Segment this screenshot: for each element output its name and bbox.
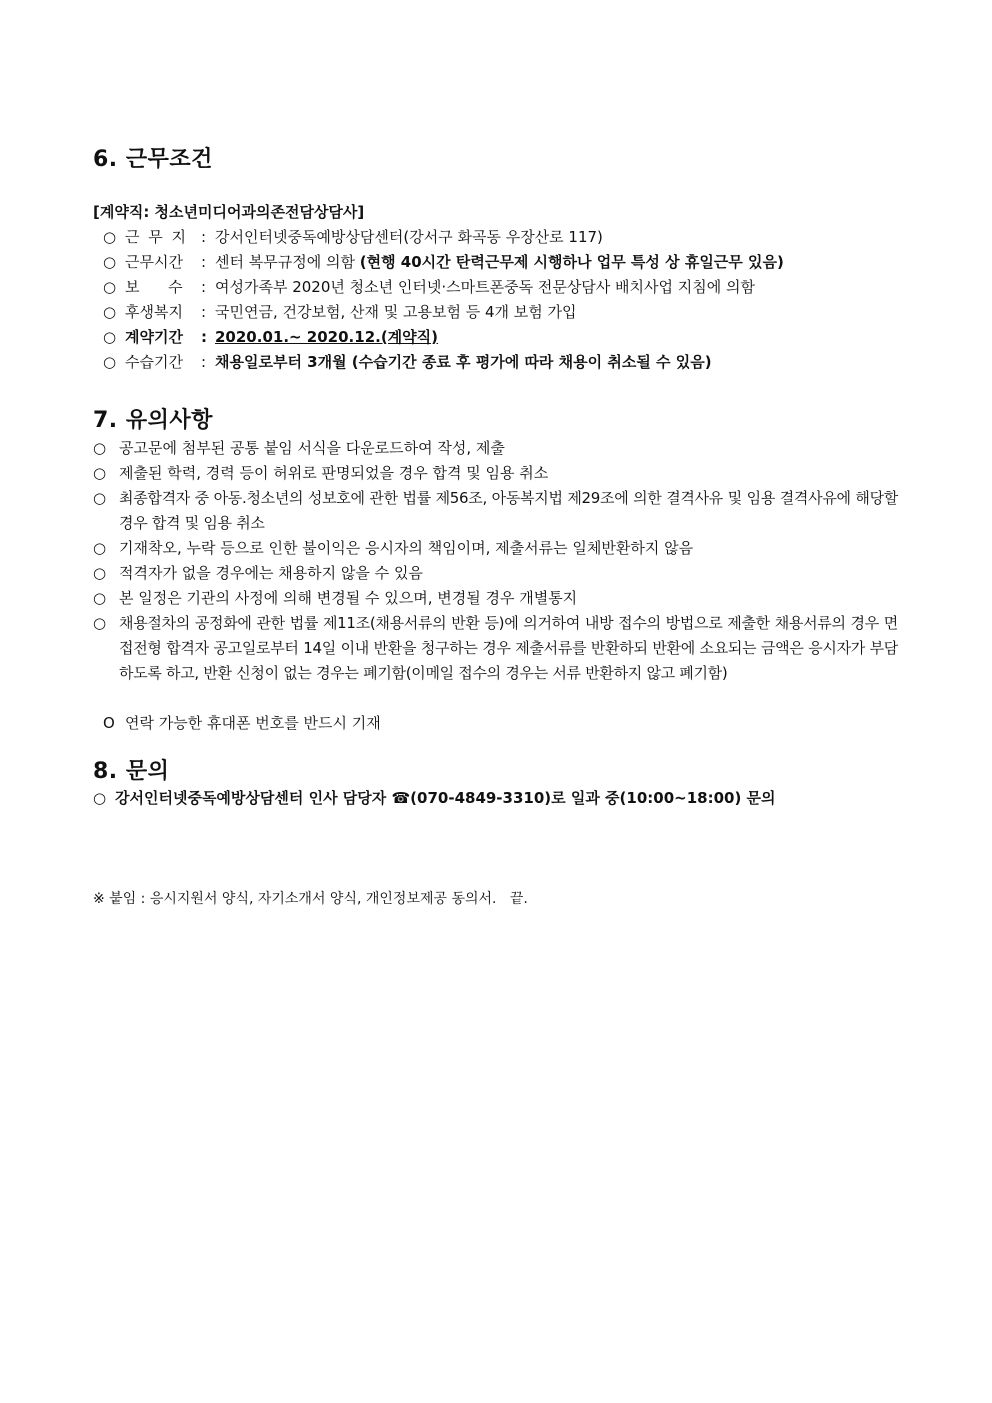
row-colon: : [201, 303, 207, 321]
circle-bullet-icon: ○ [93, 614, 107, 632]
circle-bullet-icon: ○ [93, 539, 107, 557]
row-label: 보 수 [125, 278, 183, 296]
section-8-heading: 8. 문의 [93, 759, 170, 784]
row-bold-text: (현행 40시간 탄력근무제 시행하나 업무 특성 상 휴일근무 있음) [359, 253, 784, 271]
row-label: 계약기간 [125, 328, 183, 346]
circle-bullet-icon: ○ [103, 353, 117, 371]
circle-bullet-icon: ○ [103, 303, 117, 321]
work-condition-row [103, 350, 712, 375]
notice-text: 기재착오, 누락 등으로 인한 불이익은 응시자의 책임이며, 제출서류는 일체반환하지 않음 [119, 539, 694, 557]
circle-bullet-icon: ○ [93, 489, 107, 507]
notice-text: 최종합격자 중 아동.청소년의 성보호에 관한 법률 제56조, 아동복지법 제29조에 의한 결격사유 및 임용 결격사유에 해당할 경우 합격 및 임용 취소 [119, 489, 898, 532]
notice-text: 채용절차의 공정화에 관한 법률 제11조(채용서류의 반환 등)에 의거하여 내방 접수의 방법으로 제출한 채용서류의 경우 면접전형 합격자 공고일로부터 14일 이내 반환을 청구하는 경우 제출서류를 반환하되 반환에 소요되는 금액은 응시자가 부담하도록 하고, 반환 신청이 없는 경우는 폐기함(이메일 접수의 경우는 서류 반환하지 않고 폐기함) [119, 614, 898, 682]
row-text: 여성가족부 2020년 청소년 인터넷·스마트폰중독 전문상담사 배치사업 지침에 의함 [215, 278, 756, 296]
row-colon: : [201, 253, 207, 271]
row-colon: : [201, 353, 207, 371]
row-text: 강서인터넷중독예방상담센터(강서구 화곡동 우장산로 117) [215, 228, 603, 246]
inquiry-text: 강서인터넷중독예방상담센터 인사 담당자 ☎(070-4849-3310)로 일과 중(10:00~18:00) 문의 [115, 789, 776, 807]
notice-item [93, 586, 898, 611]
section-7-heading: 7. 유의사항 [93, 408, 213, 433]
section-6-heading: 6. 근무조건 [93, 147, 213, 172]
work-condition-row [103, 300, 577, 325]
circle-bullet-icon: O [103, 714, 115, 732]
row-label: 후생복지 [125, 303, 183, 321]
circle-bullet-icon: ○ [93, 589, 107, 607]
circle-bullet-icon: ○ [93, 464, 107, 482]
contract-period-value: 2020.01.~ 2020.12.(계약직) [215, 328, 439, 346]
row-text: 센터 복무규정에 의함 [215, 253, 360, 271]
row-colon: : [201, 328, 207, 346]
notice-item [93, 536, 898, 561]
notice-text: 제출된 학력, 경력 등이 허위로 판명되었을 경우 합격 및 임용 취소 [119, 464, 549, 482]
row-colon: : [201, 228, 207, 246]
row-label: 근 무 지 [125, 228, 189, 246]
row-bold-text: 채용일로부터 3개월 (수습기간 종료 후 평가에 따라 채용이 취소될 수 있음) [215, 353, 712, 371]
notice-item [93, 561, 898, 586]
work-condition-row [103, 275, 755, 300]
row-label: 근무시간 [125, 253, 183, 271]
row-colon: : [201, 278, 207, 296]
circle-bullet-icon: ○ [93, 564, 107, 582]
circle-bullet-icon: ○ [93, 439, 107, 457]
notice-text: 본 일정은 기관의 사정에 의해 변경될 수 있으며, 변경될 경우 개별통지 [119, 589, 578, 607]
attachment-note: ※ 붙임 : 응시지원서 양식, 자기소개서 양식, 개인정보제공 동의서. 끝. [93, 891, 528, 907]
notice-item [93, 486, 898, 536]
inquiry-row [93, 786, 776, 811]
notice-item [103, 711, 898, 736]
row-text: 국민연금, 건강보험, 산재 및 고용보험 등 4개 보험 가입 [215, 303, 577, 321]
notice-item [93, 436, 898, 461]
circle-bullet-icon: ○ [103, 328, 117, 346]
notice-item [93, 461, 898, 486]
notice-item [93, 611, 898, 686]
section-6-subtitle: [계약직: 청소년미디어과의존전담상담사] [93, 203, 365, 221]
notice-text: 적격자가 없을 경우에는 채용하지 않을 수 있음 [119, 564, 423, 582]
work-condition-row [103, 325, 438, 350]
circle-bullet-icon: ○ [93, 789, 107, 807]
notice-text: 연락 가능한 휴대폰 번호를 반드시 기재 [125, 714, 381, 732]
circle-bullet-icon: ○ [103, 278, 117, 296]
circle-bullet-icon: ○ [103, 253, 117, 271]
circle-bullet-icon: ○ [103, 228, 117, 246]
notice-text: 공고문에 첨부된 공통 붙임 서식을 다운로드하여 작성, 제출 [119, 439, 505, 457]
row-label: 수습기간 [125, 353, 183, 371]
work-condition-row [103, 250, 784, 275]
work-condition-row [103, 225, 603, 250]
